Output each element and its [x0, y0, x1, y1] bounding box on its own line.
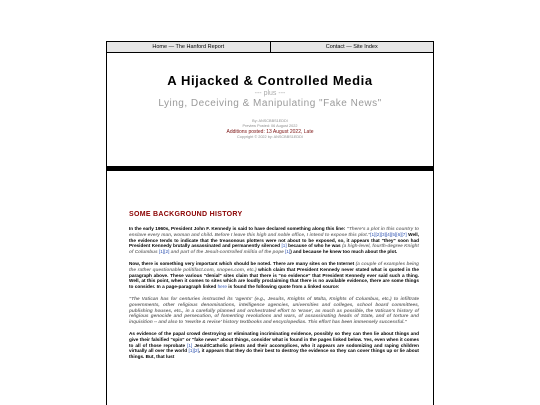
text: As evidence of the papal crowd destroying or eliminating incriminating evidence, possibly so they can then lie about things and give their falsified "spin" or "fake news" about things, consider what is found in the pages linked below. Yes, even when it comes to all of those reprobate	[129, 330, 419, 348]
top-nav-bar	[107, 42, 433, 53]
additions-date: Additions posted: 13 August 2022, Late	[226, 129, 314, 135]
aside-text: (a couple of examples being the rather questionable politifact.com, snopes.com, etc.)	[129, 260, 419, 272]
section-heading: SOME BACKGROUND HISTORY	[129, 211, 243, 218]
nav-home-link[interactable]: Home — The Hanford Report	[107, 42, 270, 52]
aside-text: and part of the Jesuit-controlled militia of the pope	[169, 249, 284, 255]
page-title: A Hijacked & Controlled Media	[167, 73, 373, 88]
copyright: Copyright © 2022 by: ANSCBBS1EDDI	[237, 135, 303, 139]
text: which claim that President Kennedy never stated what is quoted in the paragraph above. These various "denial" sites claim that there is "no evidence" that President Kennedy ever said such a thing. Well, at this point, when it comes to sites which are loudly proclaiming that there is no available evidence, there are some things to consider. In a page-paragraph linked	[129, 266, 419, 290]
paragraph-3	[129, 331, 419, 360]
article-body	[107, 171, 433, 360]
post-meta	[107, 119, 433, 140]
reference-link[interactable]: [1]	[187, 342, 193, 348]
text: because of who he was	[286, 243, 343, 249]
reference-link[interactable]: [1]	[281, 243, 287, 249]
kennedy-quote: "There's a plot in this country to enslave every man, woman and child. Before I leave this high and noble office, I intend to expose this plot."	[129, 226, 419, 237]
reference-links[interactable]: [1][2]	[188, 348, 199, 354]
text: , it appears that they do their best to destroy the evidence so they can cover things up or lie about things. But, that lust	[129, 348, 419, 360]
page-subtitle: Lying, Deceiving & Manipulating "Fake News"	[158, 98, 382, 109]
page-frame	[106, 41, 434, 405]
vatican-quote: "The Vatican has for centuries instructed its 'agents' (e.g., Jesuits, Knights of Malta, Knights of Columbus, etc.) to infiltrate governments, other religious denominations, intelligence agencies, universities and colleges, school board committees, publishing houses, etc., in a carefully planned and orchestrated effort to 'erase', as much as possible, the Vatican's history of religious genocide and persecution, of fomenting revolutions and wars, of assassinating heads of State, and of torture and inquisition -- and also to 'rewrite & revise' history textbooks and encyclopedias. This effort has been immensely successful."	[129, 295, 419, 325]
byline: By: ANSCBBS1EDDI	[252, 119, 288, 123]
here-link[interactable]: here	[217, 284, 227, 290]
page-header	[107, 53, 433, 171]
text: Jesuit/Catholic priests and their accomplices, who it appears are sodomizing and raping children virtually all over the world	[129, 342, 419, 354]
reference-links[interactable]: [1][2]	[158, 249, 170, 255]
preview-date: Preview Posted: 06 August 2022	[242, 124, 298, 128]
reference-links[interactable]: [1][2][3][4][5][6][7]	[370, 231, 407, 237]
text: Well, the evidence tends to indicate that the treasonous plotters were not about to be exposed, so, it appears that "they" soon had President Kennedy brutally assassinated and permanently silenced	[129, 231, 419, 249]
text: ) and because he knew too much about the plot.	[290, 249, 398, 255]
text: is found the following quote from a linked source:	[226, 284, 340, 290]
text: In the early 1960s, President John F. Kennedy is said to have declared something along this line:	[129, 226, 347, 231]
text: Now, there is something very important which should be noted. There are many sites on the Internet	[129, 260, 356, 266]
paragraph-2	[129, 261, 419, 290]
nav-contact-link[interactable]: Contact — Site Index	[270, 42, 434, 52]
reference-link[interactable]: [1]	[285, 249, 291, 255]
aside-text: (a high-level, fourth-degree Knight of Columbus	[129, 243, 419, 255]
paragraph-1	[129, 226, 419, 255]
title-separator: --- plus ---	[254, 90, 286, 97]
